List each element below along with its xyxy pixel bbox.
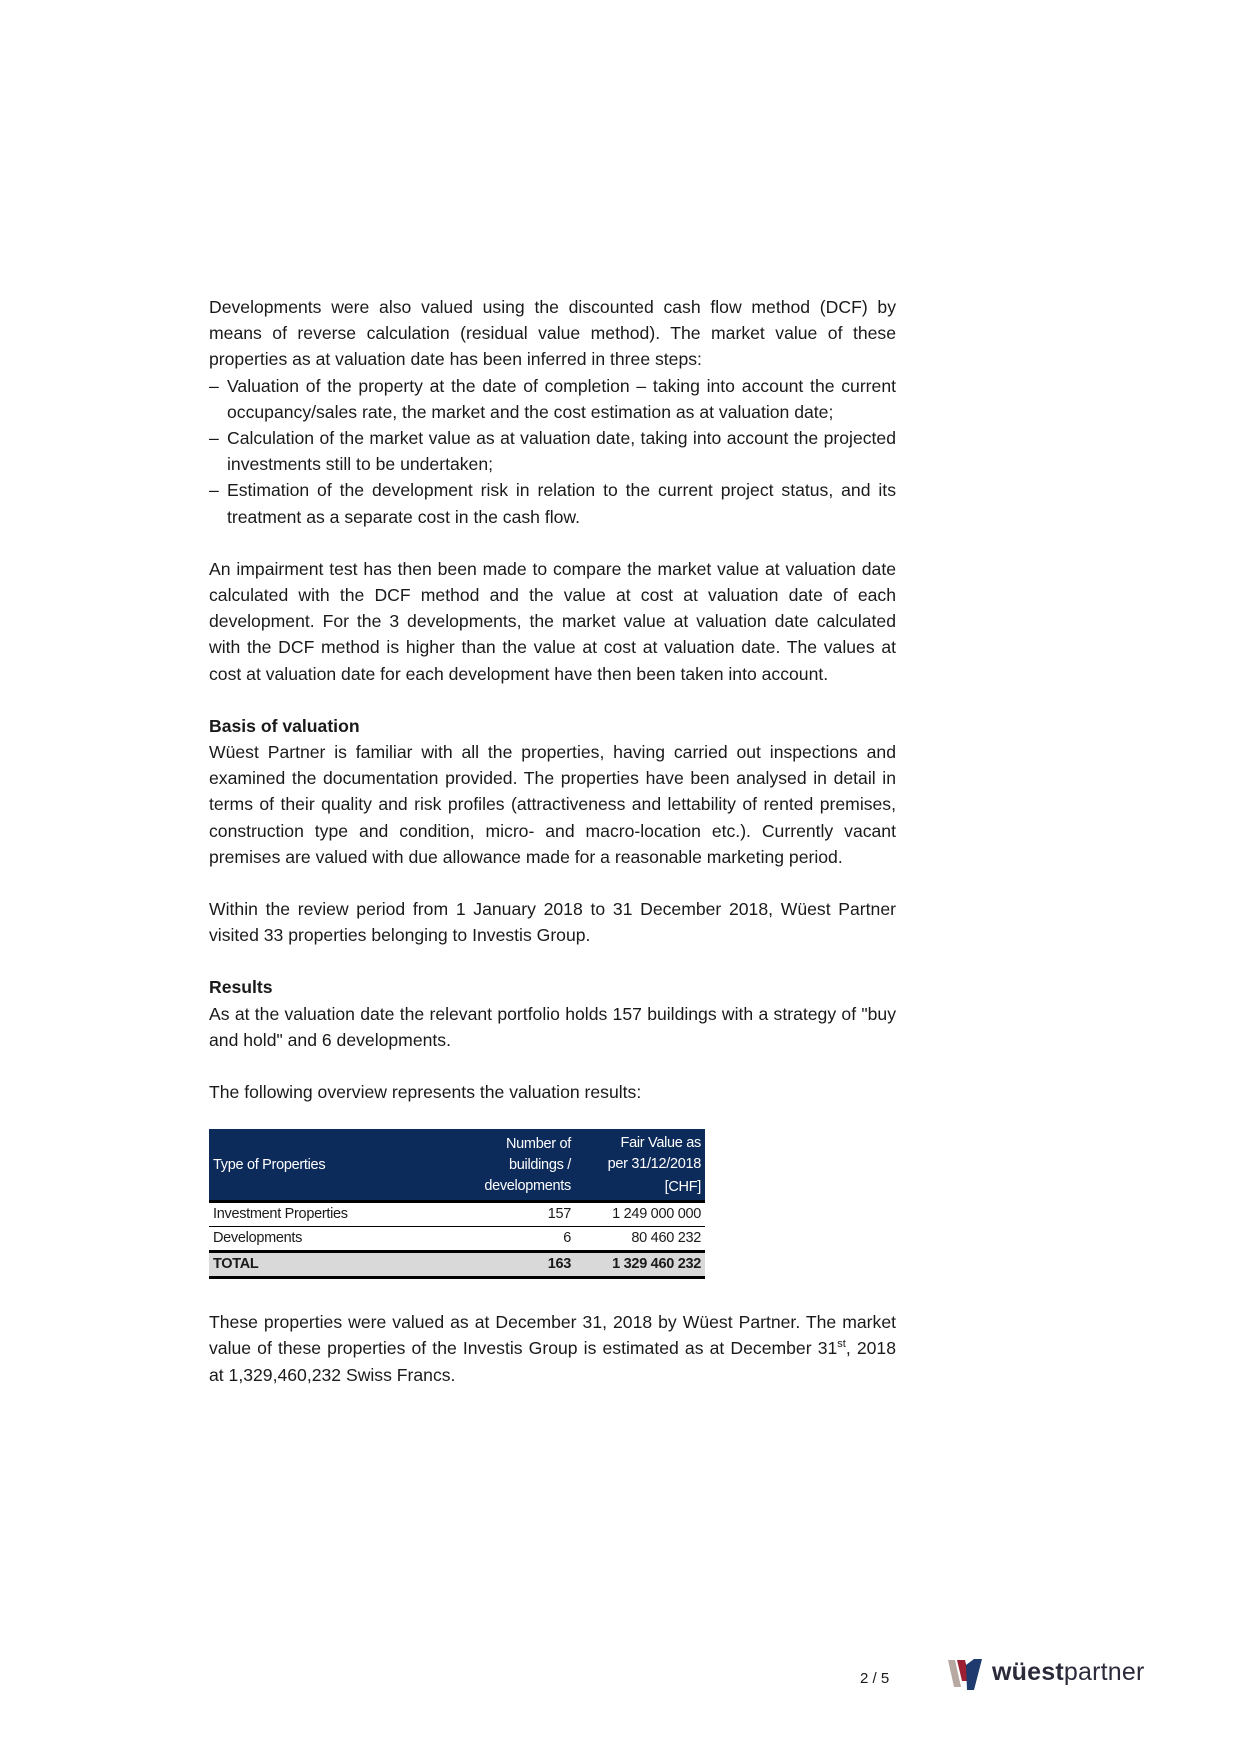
intro-paragraph: Developments were also valued using the discounted cash flow method (DCF) by means of reverse calculation (residual value method). The market value of these properties as at valuation date has been inferred in three steps: [209, 297, 896, 370]
row-value: 1 249 000 000 [612, 1206, 701, 1223]
table-header-row [209, 1130, 705, 1202]
basis-heading: Basis of valuation [209, 715, 360, 736]
review-period-paragraph: Within the review period from 1 January 2018 to 31 December 2018, Wüest Partner visited 33 properties belonging to Investis Group. [209, 899, 896, 946]
valuation-steps-list [209, 373, 896, 530]
valuation-results-table [209, 1129, 705, 1279]
header-count: Number of buildings / developments [457, 1130, 575, 1202]
row-count: 6 [563, 1230, 571, 1247]
logo-wordmark: wüestpartner [992, 1658, 1145, 1686]
row-count: 157 [547, 1206, 571, 1223]
list-item: – Calculation of the market value as at valuation date, taking into account the projected investments still to be undertaken; [209, 425, 896, 477]
total-value: 1 329 460 232 [612, 1256, 701, 1273]
conclusion-paragraph: These properties were valued as at December 31, 2018 by Wüest Partner. The market value of these properties of the Investis Group is estimated as at December 31st, 2018 at 1,329,460,232 Swiss Francs. [209, 1312, 896, 1385]
table-total-row [209, 1252, 705, 1278]
row-type: Developments [213, 1230, 303, 1247]
overview-intro: The following overview represents the valuation results: [209, 1082, 642, 1103]
header-type: Type of Properties [209, 1130, 457, 1202]
total-count: 163 [547, 1256, 571, 1273]
results-heading: Results [209, 977, 273, 998]
impairment-paragraph: An impairment test has then been made to compare the market value at valuation date calculated with the DCF method and the value at cost at valuation date of each development. For the 3 developments, the market value at valuation date calculated with the DCF method is higher than the value at cost at valuation date. The values at cost at valuation date for each development have then been taken into account. [209, 558, 896, 684]
row-value: 80 460 232 [631, 1230, 701, 1247]
table-row [209, 1202, 705, 1227]
basis-paragraph: Wüest Partner is familiar with all the properties, having carried out inspections and examined the documentation provided. The properties have been analysed in detail in terms of their quality and risk profiles (attractiveness and lettability of rented premises, construction type and condition, micro- and macro-location etc.). Currently vacant premises are valued with due allowance made for a reasonable marketing period. [209, 742, 896, 867]
list-item: – Valuation of the property at the date of completion – taking into account the current occupancy/sales rate, the market and the cost estimation as at valuation date; [209, 373, 896, 425]
list-item: – Estimation of the development risk in relation to the current project status, and its treatment as a separate cost in the cash flow. [209, 477, 896, 529]
results-paragraph: As at the valuation date the relevant portfolio holds 157 buildings with a strategy of "buy and hold" and 6 developments. [209, 1003, 896, 1050]
page-number: 2 / 5 [860, 1670, 890, 1687]
header-value: Fair Value as per 31/12/2018 [CHF] [575, 1130, 705, 1202]
row-type: Investment Properties [213, 1206, 348, 1223]
table-row [209, 1227, 705, 1252]
document-body [209, 294, 896, 1388]
total-label: TOTAL [213, 1256, 259, 1273]
